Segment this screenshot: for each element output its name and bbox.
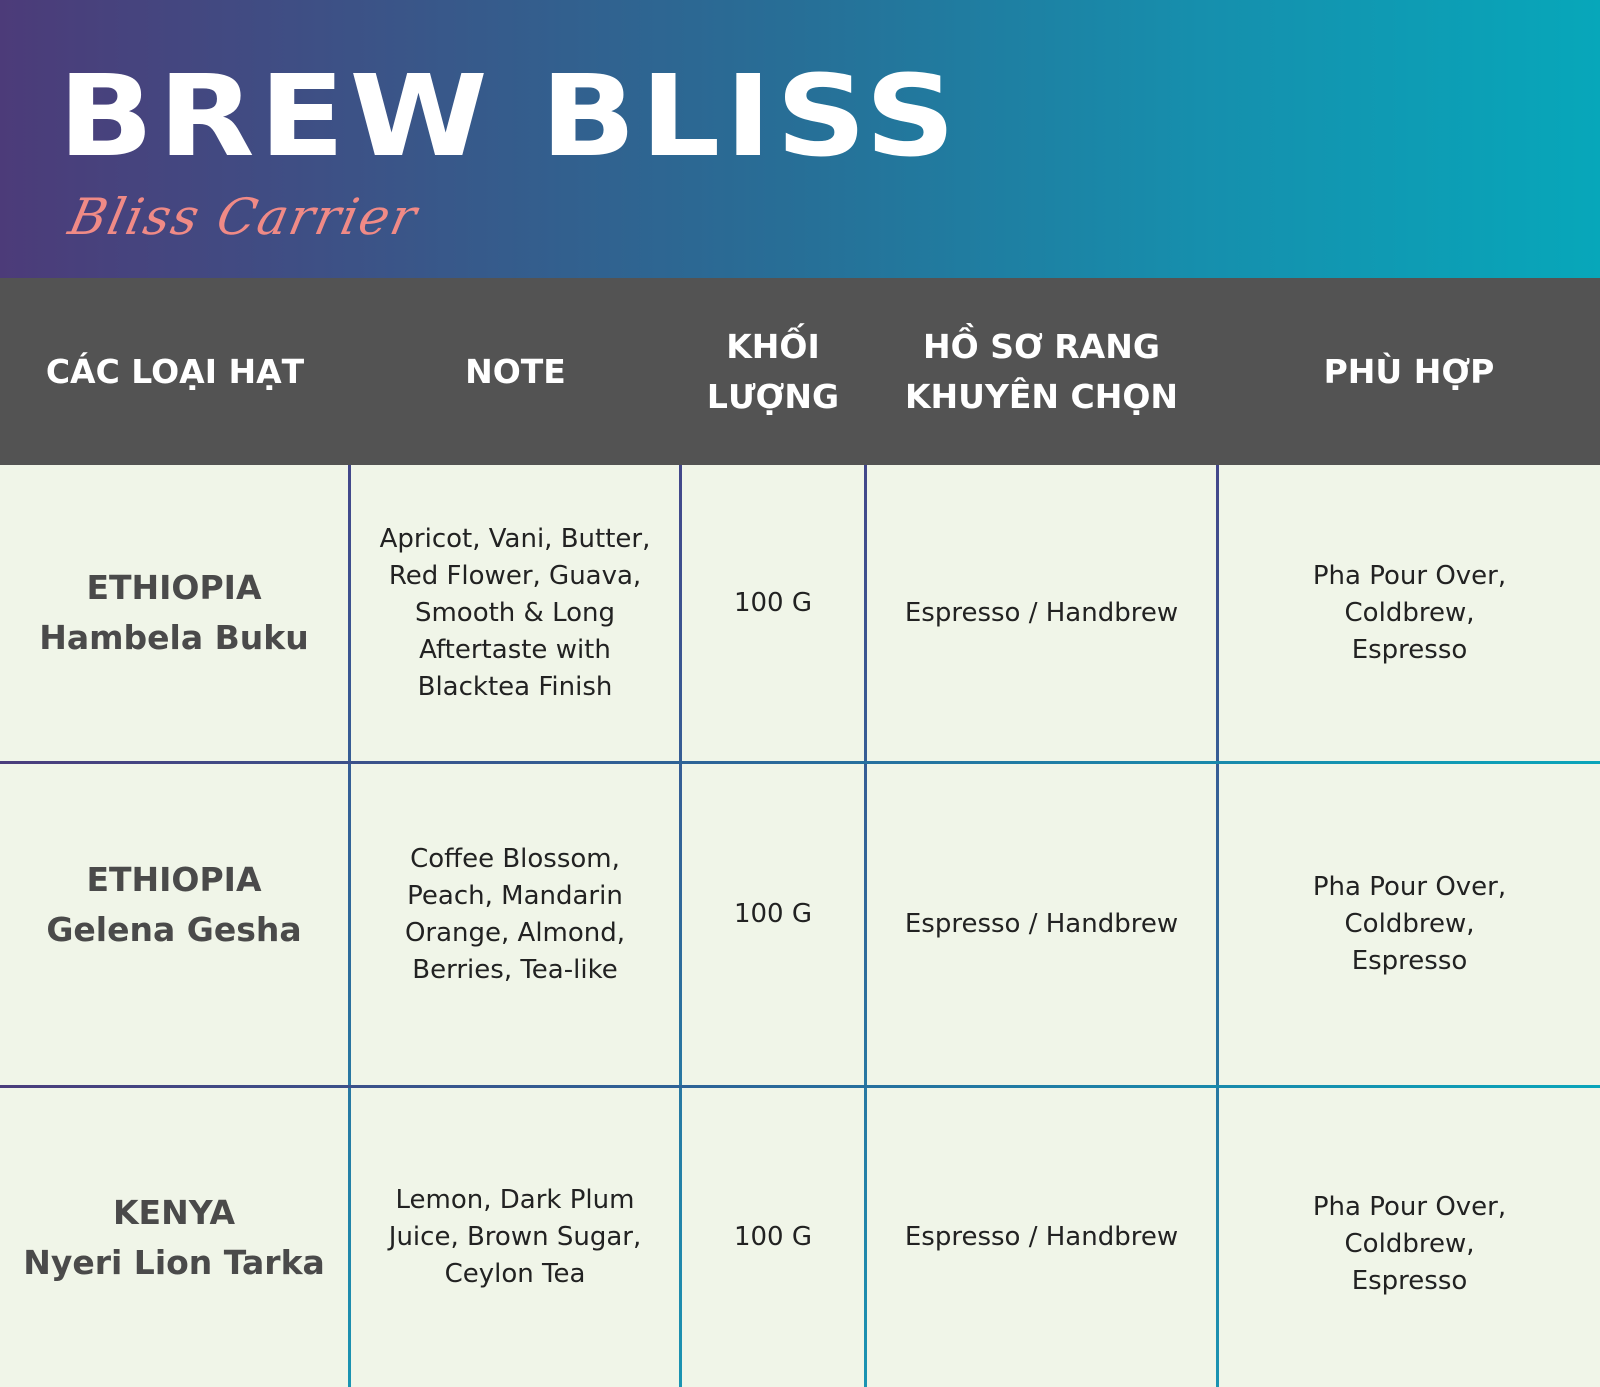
table-row-2-roast: Espresso / Handbrew (904, 909, 1179, 939)
column-header-roast-profile: HỒ SƠ RANG KHUYÊN CHỌN (904, 326, 1179, 416)
table-row-2-note: Coffee Blossom, Peach, Mandarin Orange, Almond, Berries, Tea-like (404, 843, 626, 985)
table-row-1-bean (0, 465, 348, 761)
coffee-table-body (0, 465, 1600, 1387)
bean-origin: ETHIOPIA (86, 859, 262, 899)
column-header-weight: KHỐI LƯỢNG (706, 326, 840, 416)
table-row-1-note: Apricot, Vani, Butter, Red Flower, Guava, Smooth & Long Aftertaste with Blacktea Finish (379, 523, 651, 702)
brand-subtitle: Bliss Carrier (63, 188, 424, 246)
column-header-suitable: PHÙ HỢP (1323, 351, 1495, 391)
table-row-3-suitable: Pha Pour Over, Coldbrew, Espresso (1312, 1192, 1507, 1296)
table-row-3-bean (0, 1088, 348, 1387)
header-banner (0, 0, 1600, 278)
table-row-3-weight: 100 G (733, 1222, 813, 1252)
bean-name: Hambela Buku (39, 618, 309, 657)
table-row-1-roast: Espresso / Handbrew (904, 597, 1179, 628)
table-row-2-weight: 100 G (733, 899, 813, 929)
table-row-1-weight: 100 G (733, 587, 813, 618)
table-row-2-suitable: Pha Pour Over, Coldbrew, Espresso (1312, 872, 1507, 976)
table-row-1-suitable: Pha Pour Over, Coldbrew, Espresso (1312, 560, 1507, 665)
table-row-3-note: Lemon, Dark Plum Juice, Brown Sugar, Ceylon Tea (388, 1185, 642, 1289)
column-header-note: NOTE (465, 351, 566, 391)
bean-origin: KENYA (112, 1192, 235, 1232)
column-header-beans: CÁC LOẠI HẠT (45, 351, 305, 391)
table-header (0, 278, 1600, 465)
bean-name: Nyeri Lion Tarka (23, 1242, 325, 1282)
brand-title: BREW BLISS (58, 52, 961, 182)
table-row-3-roast: Espresso / Handbrew (904, 1222, 1179, 1252)
table-row-2-bean (0, 764, 348, 1085)
bean-origin: ETHIOPIA (86, 568, 262, 607)
bean-name: Gelena Gesha (46, 909, 302, 949)
